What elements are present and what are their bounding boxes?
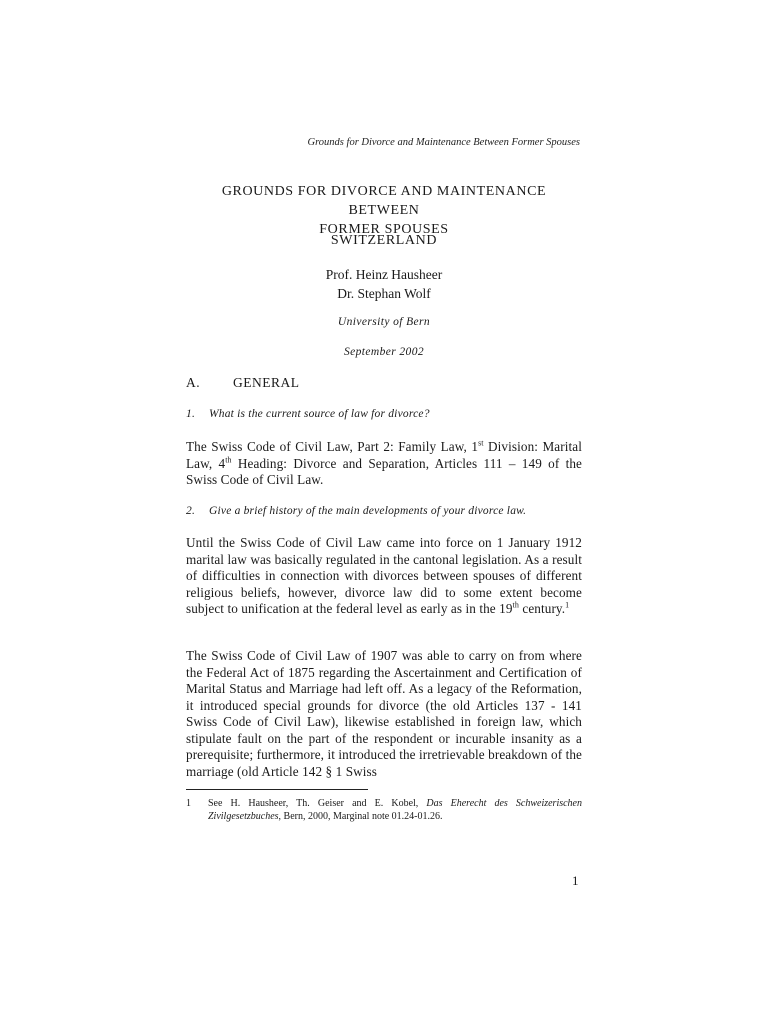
section-heading [186, 375, 300, 391]
paragraph-1 [186, 439, 582, 489]
paragraph-3: The Swiss Code of Civil Law of 1907 was able to carry on from where the Federal Act of 1875 regarding the Ascertainment and Certification of Marital Status and Marriage had left off. As a legacy of the Reformation, it introduced special grounds for divorce (the old Articles 137 - 141 Swiss Code of Civil Law), likewise established in foreign law, which stipulate fault on the part of the respondent or incurable insanity as a prerequisite; furthermore, it introduced the irretrievable breakdown of the marriage (old Article 142 § 1 Swiss [186, 648, 583, 779]
document-title [186, 182, 582, 239]
question-text: What is the current source of law for divorce? [209, 408, 430, 420]
publication-date: September 2002 [343, 346, 424, 358]
question-text: Give a brief history of the main developments of your divorce law. [209, 505, 527, 517]
footnote-reference[interactable]: 1 [565, 600, 570, 610]
section-title: GENERAL [233, 375, 300, 390]
question-2 [186, 505, 582, 517]
authors [186, 265, 582, 303]
superscript: th [512, 600, 519, 610]
title-line-1: GROUNDS FOR DIVORCE AND MAINTENANCE BETWEEN [221, 184, 547, 218]
question-1 [186, 408, 582, 420]
title-line-2: FORMER SPOUSES [319, 222, 449, 237]
author-2: Dr. Stephan Wolf [337, 286, 431, 301]
superscript: th [225, 455, 232, 465]
footnote-number: 1 [186, 798, 191, 809]
paragraph-text: century. [518, 601, 566, 616]
footnote-separator [186, 789, 368, 790]
country-heading: SWITZERLAND [330, 233, 438, 248]
footnote-1 [186, 797, 582, 823]
paragraph-text: Division: Marital Law, 4 [186, 439, 582, 471]
footnote-citation-title: Das Eherecht des Schweizerischen Zivilgesetzbuches [208, 798, 582, 822]
question-number: 1. [186, 408, 196, 420]
author-1: Prof. Heinz Hausheer [325, 267, 443, 282]
paragraph-text: Heading: Divorce and Separation, Articles 111 – 149 of the Swiss Code of Civil Law. [186, 455, 582, 487]
footnote-text-part: See H. Hausheer, Th. Geiser and E. Kobel, [208, 798, 427, 809]
footnote-text-part: , Bern, 2000, Marginal note 01.24-01.26. [278, 811, 443, 822]
superscript: st [478, 438, 484, 448]
page-number: 1 [572, 873, 579, 888]
running-header: Grounds for Divorce and Maintenance Between Former Spouses [307, 137, 580, 148]
footnote-text [208, 797, 582, 823]
paragraph-2 [186, 535, 582, 618]
affiliation: University of Bern [337, 316, 431, 328]
question-number: 2. [186, 505, 196, 517]
section-letter: A. [186, 375, 201, 390]
paragraph-text: The Swiss Code of Civil Law, Part 2: Family Law, 1 [186, 439, 479, 454]
paragraph-text: Until the Swiss Code of Civil Law came into force on 1 January 1912 marital law was basically regulated in the cantonal legislation. As a result of difficulties in connection with divorces between spouses of different religious beliefs, however, divorce law did to some extent become subject to unification at the federal level as early as in the 19 [186, 535, 582, 616]
